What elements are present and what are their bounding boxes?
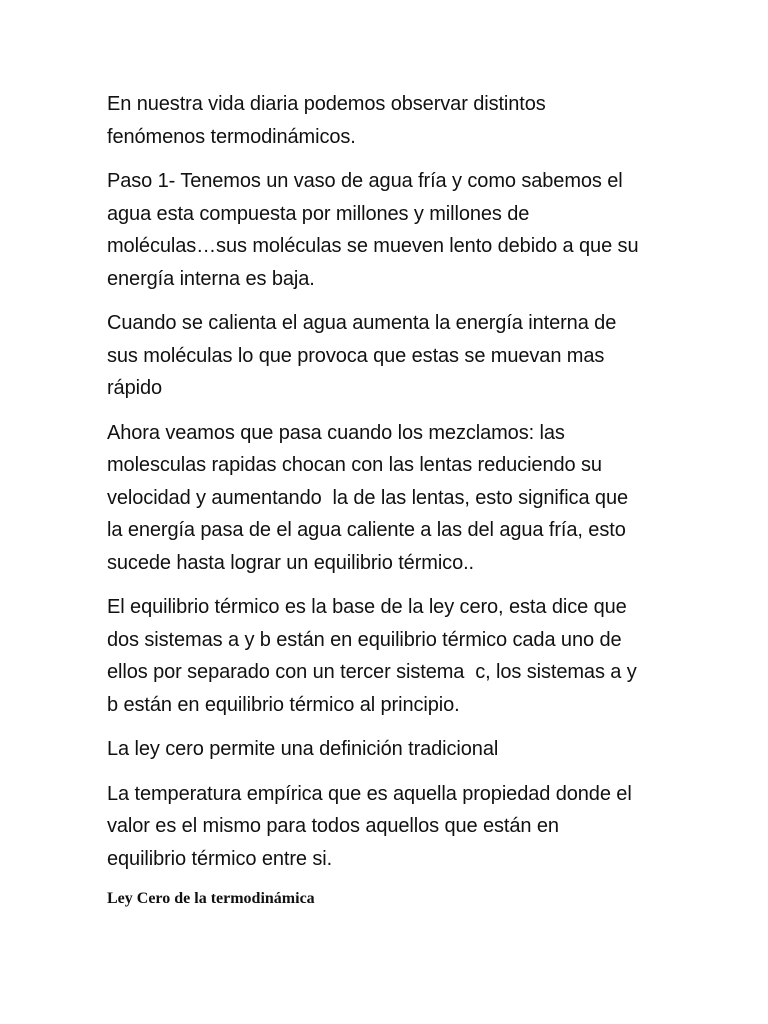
line: La temperatura empírica que es aquella propiedad donde el [107,782,632,805]
paragraph-paso-1 [107,165,687,295]
line: rápido [107,377,162,399]
line: fenómenos termodinámicos. [107,125,356,148]
line: El equilibrio térmico es la base de la ley cero, esta dice que [107,596,627,618]
section-heading: Ley Cero de la termodinámica [107,890,315,907]
line: agua esta compuesta por millones y millones de [107,202,530,225]
line: La ley cero permite una definición tradicional [107,738,499,760]
line: valor es el mismo para todos aquellos que están en [107,815,559,837]
line: sus moléculas lo que provoca que estas se muevan mas [107,344,605,367]
paragraph-temperature [107,778,687,876]
paragraph-intro [107,88,687,153]
line: ellos por separado con un tercer sistema c, los sistemas a y [107,661,637,683]
line: Ahora veamos que pasa cuando los mezclamos: las [107,421,565,444]
paragraph-equilibrium [107,591,687,721]
document-body [107,88,687,909]
line: En nuestra vida diaria podemos observar distintos [107,93,546,115]
paragraph-mixing [107,417,687,580]
paragraph-definition [107,733,687,766]
paragraph-heating [107,307,687,405]
line: equilibrio térmico entre si. [107,847,333,870]
line: sucede hasta lograr un equilibrio térmico.. [107,551,475,574]
line: la energía pasa de el agua caliente a las del agua fría, esto [107,519,626,541]
line: moléculas…sus moléculas se mueven lento debido a que su [107,235,639,257]
line: dos sistemas a y b están en equilibrio térmico cada uno de [107,628,622,651]
line: velocidad y aumentando la de las lentas, esto significa que [107,486,629,509]
line: Cuando se calienta el agua aumenta la energía interna de [107,312,617,334]
line: b están en equilibrio térmico al principio. [107,693,460,716]
line: Paso 1- Tenemos un vaso de agua fría y como sabemos el [107,170,623,192]
line: molesculas rapidas chocan con las lentas reduciendo su [107,454,602,476]
line: energía interna es baja. [107,267,315,290]
